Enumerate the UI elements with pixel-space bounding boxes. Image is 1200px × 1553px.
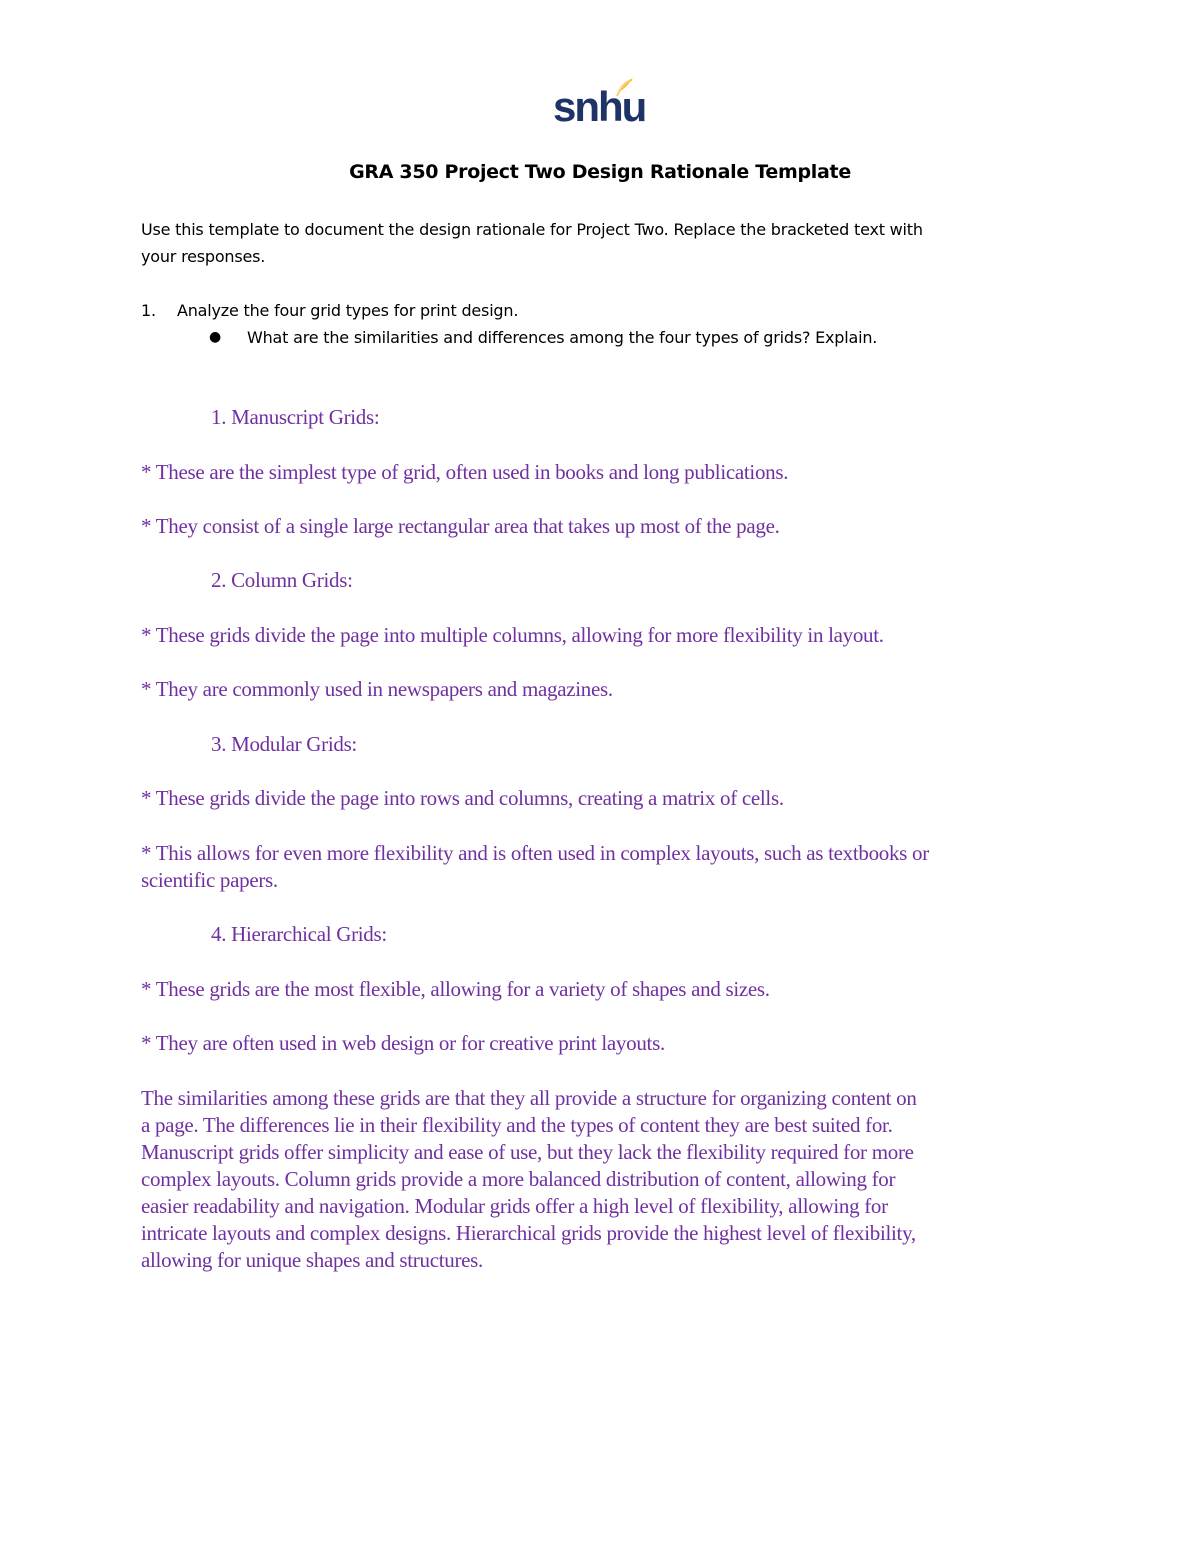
question-number: 1. [141,301,156,320]
summary-line: allowing for unique shapes and structures. [141,1248,483,1272]
grid-point: * They consist of a single large rectangular area that takes up most of the page. [141,514,780,538]
snhu-logo [553,76,646,132]
grid-point: * They are commonly used in newspapers and magazines. [141,677,613,701]
summary-line: a page. The differences lie in their flexibility and the types of content they are best suited for. [141,1113,893,1137]
grid-point: * These grids divide the page into multiple columns, allowing for more flexibility in layout. [141,623,884,647]
question-text: Analyze the four grid types for print design. [177,301,519,320]
grid-point: * These grids are the most flexible, allowing for a variety of shapes and sizes. [141,977,770,1001]
summary-paragraph [141,1085,1061,1274]
summary-line: The similarities among these grids are that they all provide a structure for organizing content on [141,1086,917,1110]
bullet-icon: ● [209,329,222,345]
grid-heading: 4. Hierarchical Grids: [211,922,387,946]
grid-point-continued: scientific papers. [141,868,278,892]
grid-point: * This allows for even more flexibility and is often used in complex layouts, such as textbooks or [141,841,929,865]
document-title: GRA 350 Project Two Design Rationale Template [349,161,851,183]
logo-wordmark: snhu [553,83,646,130]
grid-point: * They are often used in web design or for creative print layouts. [141,1031,665,1055]
flame-icon [611,76,635,100]
intro-line: Use this template to document the design rationale for Project Two. Replace the bracketed text with [141,220,923,239]
summary-line: intricate layouts and complex designs. Hierarchical grids provide the highest level of flexibility, [141,1221,916,1245]
question-bullet: What are the similarities and differences among the four types of grids? Explain. [247,328,878,347]
grid-point: * These grids divide the page into rows and columns, creating a matrix of cells. [141,786,784,810]
intro-line: your responses. [141,247,266,266]
summary-line: easier readability and navigation. Modular grids offer a high level of flexibility, allowing for [141,1194,888,1218]
summary-line: Manuscript grids offer simplicity and ease of use, but they lack the flexibility required for more [141,1140,914,1164]
grid-point: * These are the simplest type of grid, often used in books and long publications. [141,460,789,484]
grid-heading: 2. Column Grids: [211,568,353,592]
grid-heading: 1. Manuscript Grids: [211,405,380,429]
template-instructions [141,216,1041,270]
grid-heading: 3. Modular Grids: [211,732,357,756]
summary-line: complex layouts. Column grids provide a more balanced distribution of content, allowing for [141,1167,896,1191]
